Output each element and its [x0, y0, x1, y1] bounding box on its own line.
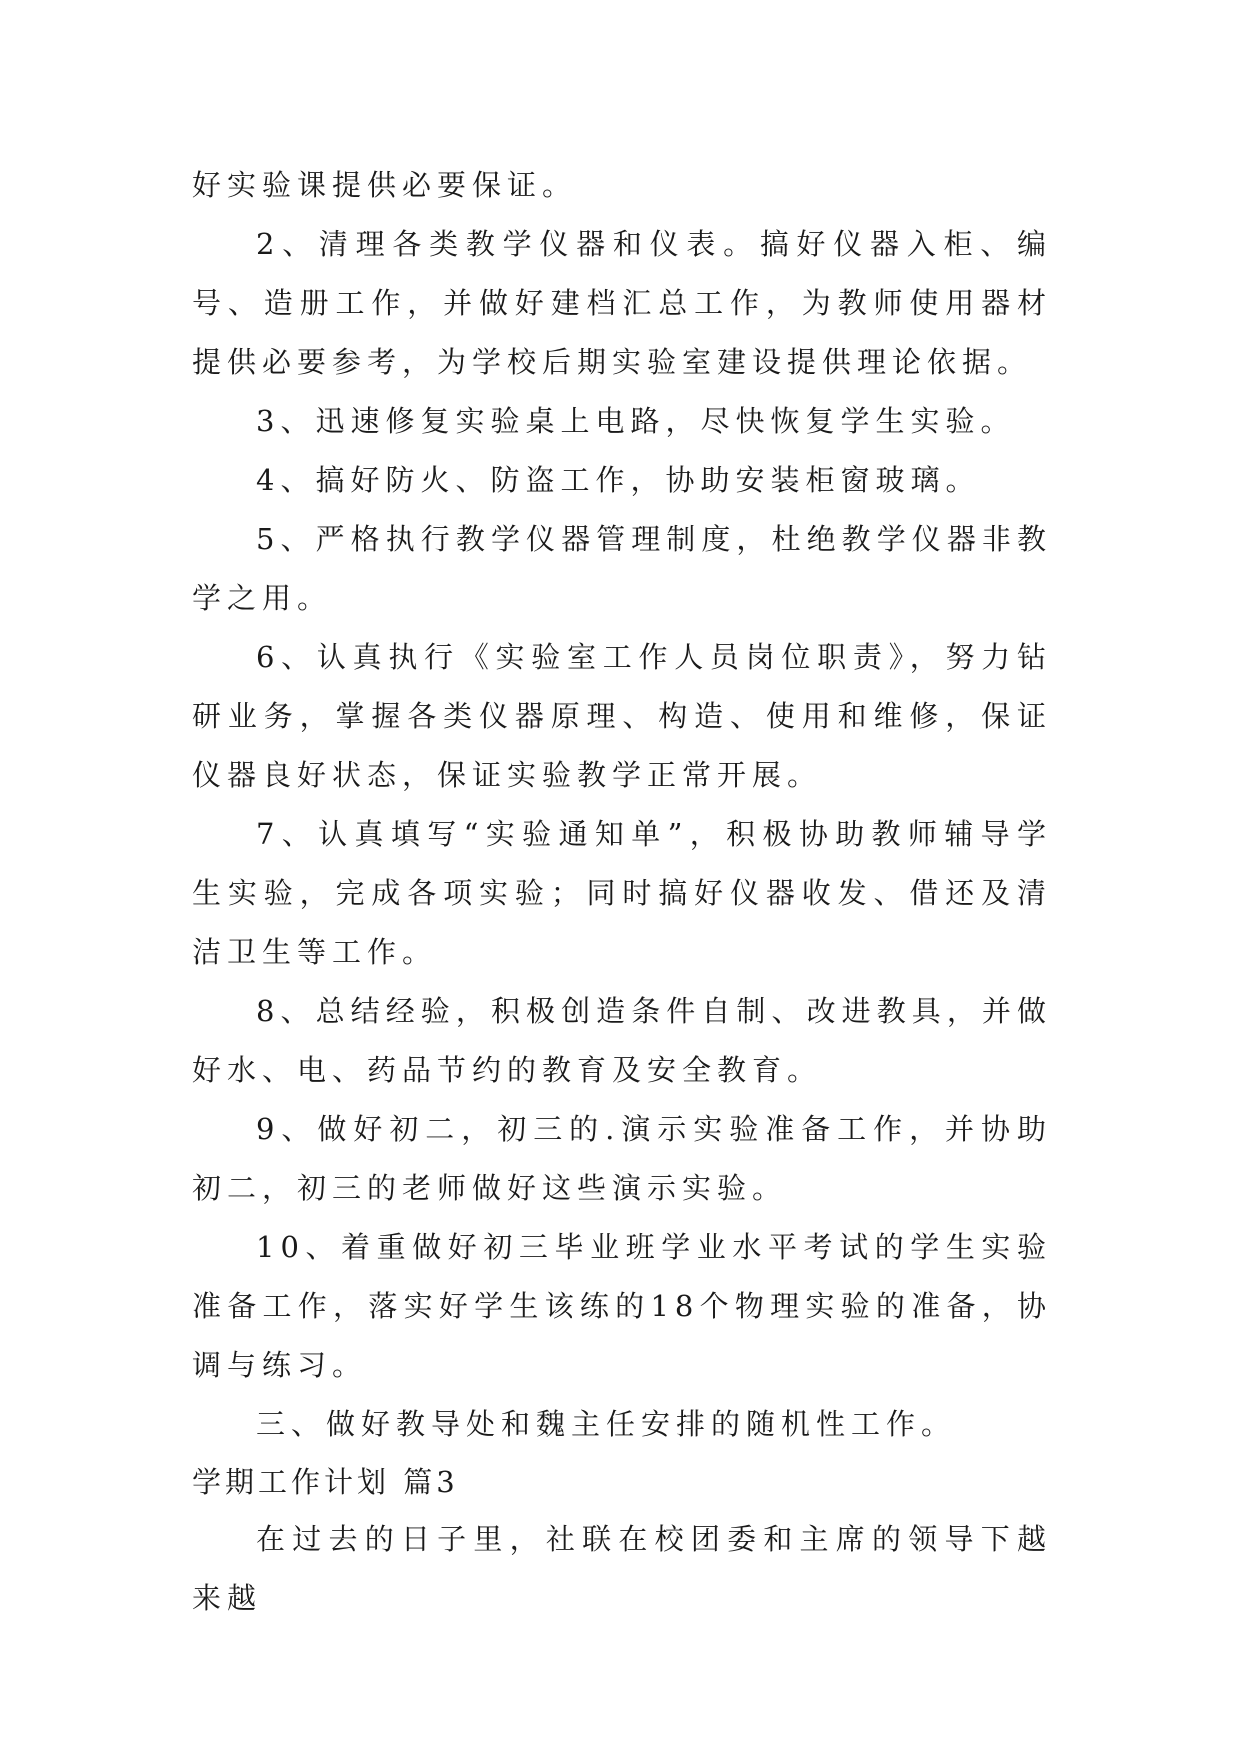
paragraph-section-three: 三、做好教导处和魏主任安排的随机性工作。	[256, 1407, 957, 1441]
paragraph-last: 在过去的日子里，社联在校团委和主席的领导下越来越	[192, 1522, 1052, 1615]
paragraph-item-6: 6、认真执行《实验室工作人员岗位职责》，努力钻研业务，掌握各类仪器原理、构造、使用和维修，保证仪器良好状态，保证实验教学正常开展。	[192, 640, 1052, 792]
paragraph-item-7: 7、认真填写“实验通知单”，积极协助教师辅导学生实验，完成各项实验；同时搞好仪器收发、借还及清洁卫生等工作。	[192, 817, 1052, 969]
paragraph-0: 好实验课提供必要保证。	[192, 168, 578, 202]
paragraph-item-8: 8、总结经验，积极创造条件自制、改进教具，并做好水、电、药品节约的教育及安全教育。	[192, 994, 1052, 1087]
document-body	[192, 156, 1052, 1628]
paragraph-item-5: 5、严格执行教学仪器管理制度，杜绝教学仪器非教学之用。	[192, 522, 1052, 615]
paragraph-item-10: 10、着重做好初三毕业班学业水平考试的学生实验准备工作，落实好学生该练的18个物理实验的准备，协调与练习。	[192, 1230, 1052, 1382]
paragraph-item-3: 3、迅速修复实验桌上电路，尽快恢复学生实验。	[256, 404, 1016, 438]
paragraph-item-2: 2、清理各类教学仪器和仪表。搞好仪器入柜、编号、造册工作，并做好建档汇总工作，为教师使用器材提供必要参考，为学校后期实验室建设提供理论依据。	[192, 227, 1052, 379]
paragraph-item-9: 9、做好初二，初三的.演示实验准备工作，并协助初二，初三的老师做好这些演示实验。	[192, 1112, 1052, 1205]
paragraph-item-4: 4、搞好防火、防盗工作，协助安装柜窗玻璃。	[256, 463, 981, 497]
section-heading: 学期工作计划 篇3	[192, 1465, 459, 1499]
